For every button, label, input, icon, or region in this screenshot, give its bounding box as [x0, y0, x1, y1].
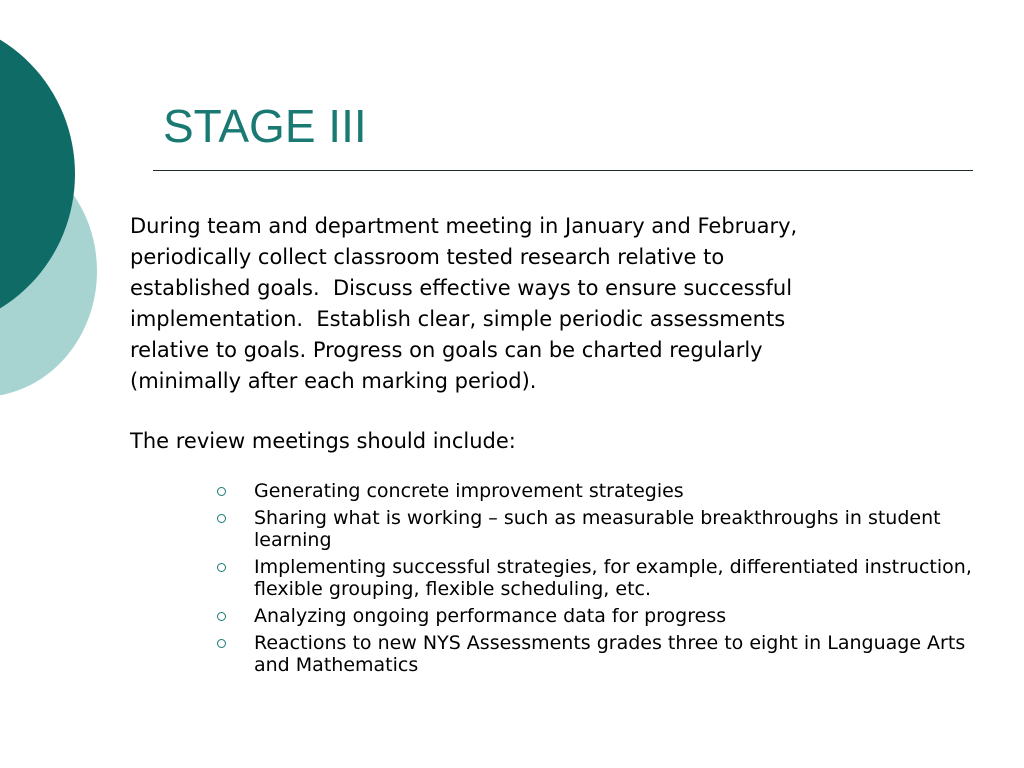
bullet-text: Reactions to new NYS Assessments grades three to eight in Language Arts and Mathematics: [254, 632, 966, 676]
bullet-item: [215, 605, 1005, 627]
hollow-circle-bullet-icon: [217, 639, 226, 648]
hollow-circle-bullet-icon: [217, 612, 226, 621]
hollow-circle-bullet-icon: [217, 514, 226, 523]
title-divider: [153, 170, 973, 171]
slide-title: STAGE III: [163, 100, 367, 152]
bullet-item: [215, 632, 1005, 676]
bullet-text: Generating concrete improvement strategies: [254, 480, 684, 502]
bullet-text: Sharing what is working – such as measurable breakthroughs in student learning: [254, 507, 941, 551]
bullet-item: [215, 480, 1005, 502]
bullet-item: [215, 556, 1005, 600]
hollow-circle-bullet-icon: [217, 487, 226, 496]
bullet-text: Implementing successful strategies, for example, differentiated instruction, flexible grouping, flexible scheduling, etc.: [254, 556, 972, 600]
bullet-item: [215, 507, 1005, 551]
body-paragraph: During team and department meeting in January and February, periodically collect classroom tested research relative to established goals. Discuss effective ways to ensure successful implementation. Establish clear, simple periodic assessments relative to goals. Progress on goals can be charted regularly (minimally after each marking period).: [130, 214, 798, 393]
bullet-list: [215, 480, 1005, 681]
bullet-lead-in: The review meetings should include:: [130, 429, 516, 453]
hollow-circle-bullet-icon: [217, 563, 226, 572]
bullet-text: Analyzing ongoing performance data for progress: [254, 605, 727, 627]
